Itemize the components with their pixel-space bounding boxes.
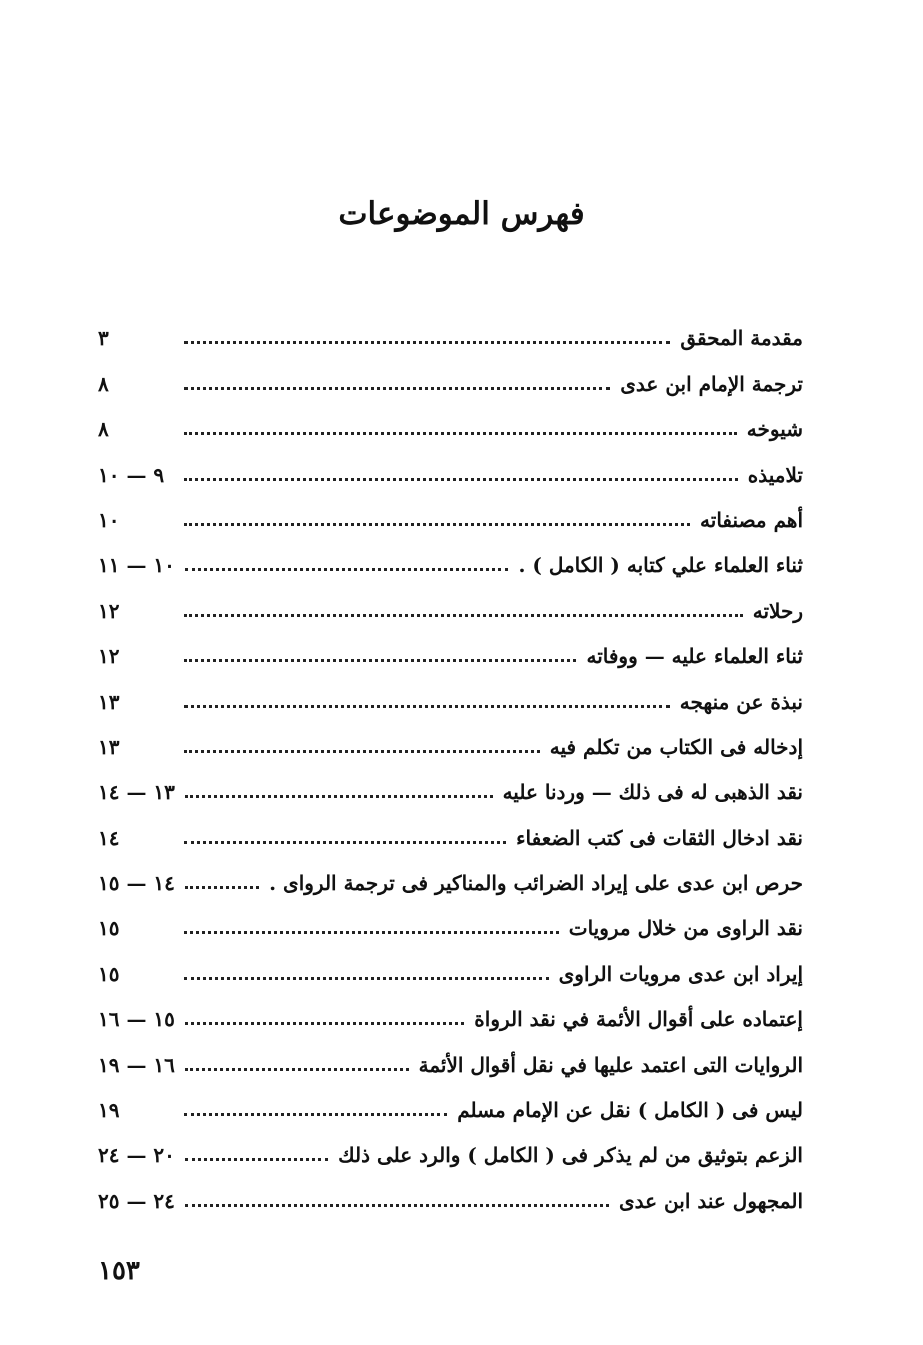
toc-entry	[98, 305, 803, 350]
toc-entry-page: ١٩	[98, 1098, 120, 1123]
toc-entry-page: ١٣	[98, 689, 120, 714]
toc-entry	[98, 850, 803, 895]
toc-entry-title: ليس فى ( الكامل ) نقل عن الإمام مسلم	[457, 1098, 803, 1123]
toc-entry	[98, 487, 803, 532]
toc-entry-title: ثناء العلماء عليه — ووفاته	[586, 644, 803, 669]
toc-entry-page: ١٣ — ١٤	[98, 780, 175, 805]
dot-leader	[184, 977, 549, 980]
toc-entry-page: ١٦ — ١٩	[98, 1052, 175, 1077]
toc-entry	[98, 895, 803, 940]
toc-entry	[98, 668, 803, 713]
toc-entry-page: ١٤	[98, 825, 120, 850]
toc-entry-page: ١٥	[98, 961, 120, 986]
page-title: فهرس الموضوعات	[338, 196, 585, 232]
dot-leader	[185, 886, 259, 889]
page-number: ١٥٣	[98, 1256, 140, 1286]
toc-entry	[98, 1077, 803, 1122]
toc-entry	[98, 940, 803, 985]
toc-entry	[98, 623, 803, 668]
toc-entry-page: ١٠ — ١١	[98, 553, 175, 578]
toc-entry-title: المجهول عند ابن عدى	[619, 1188, 803, 1213]
dot-leader	[185, 795, 493, 798]
toc-entry-title: أهم مصنفاته	[700, 507, 803, 532]
toc-entry-page: ٢٤ — ٢٥	[98, 1188, 175, 1213]
toc-entry-title: إيراد ابن عدى مرويات الراوى	[558, 961, 803, 986]
dot-leader	[185, 1068, 409, 1071]
toc-entry-page: ١٢	[98, 598, 120, 623]
toc-entry	[98, 441, 803, 486]
toc-entry-title: نقد الذهبى له فى ذلك — وردنا عليه	[502, 780, 803, 805]
toc-entry-title: ثناء العلماء علي كتابه ( الكامل ) .	[518, 553, 803, 578]
dot-leader	[185, 1204, 609, 1207]
dot-leader	[184, 478, 738, 481]
toc-entry-page: ٨	[98, 417, 109, 442]
dot-leader	[184, 841, 506, 844]
toc-entry	[98, 1122, 803, 1167]
toc-entry-page: ٢٠ — ٢٤	[98, 1143, 175, 1168]
toc-entry	[98, 714, 803, 759]
toc-entry	[98, 396, 803, 441]
dot-leader	[185, 1022, 464, 1025]
dot-leader	[185, 1158, 328, 1161]
dot-leader	[184, 387, 610, 390]
toc-entry-page: ٩ — ١٠	[98, 462, 165, 487]
toc-entry-title: ترجمة الإمام ابن عدى	[620, 371, 803, 396]
toc-entry-page: ١٤ — ١٥	[98, 871, 175, 896]
toc-entry	[98, 577, 803, 622]
toc-entry-page: ١٥	[98, 916, 120, 941]
toc-entry-title: حرص ابن عدى على إيراد الضرائب والمناكير فى ترجمة الرواى .	[269, 871, 803, 896]
toc-entry-title: نبذة عن منهجه	[679, 689, 803, 714]
dot-leader	[184, 750, 540, 753]
toc-entry	[98, 759, 803, 804]
table-of-contents	[98, 305, 803, 1213]
toc-entry-page: ٨	[98, 371, 109, 396]
toc-entry-title: رحلاته	[752, 598, 803, 623]
toc-entry-title: نقد ادخال الثقات فى كتب الضعفاء	[516, 825, 803, 850]
toc-entry-title: الزعم بتوثيق من لم يذكر فى ( الكامل ) والرد على ذلك	[338, 1143, 803, 1168]
dot-leader	[184, 614, 743, 617]
dot-leader	[184, 659, 576, 662]
toc-entry-page: ١٥ — ١٦	[98, 1007, 175, 1032]
toc-entry-page: ٣	[98, 326, 109, 351]
toc-entry	[98, 1167, 803, 1212]
toc-entry	[98, 350, 803, 395]
dot-leader	[184, 705, 670, 708]
toc-entry-title: إدخاله فى الكتاب من تكلم فيه	[549, 734, 803, 759]
toc-entry-page: ١٠	[98, 507, 120, 532]
toc-entry-title: نقد الراوى من خلال مرويات	[568, 916, 803, 941]
dot-leader	[185, 568, 509, 571]
toc-entry	[98, 804, 803, 849]
dot-leader	[184, 341, 670, 344]
toc-entry-title: شيوخه	[746, 417, 803, 442]
toc-entry-title: مقدمة المحقق	[680, 326, 803, 351]
dot-leader	[184, 931, 559, 934]
toc-entry-page: ١٢	[98, 644, 120, 669]
toc-entry-page: ١٣	[98, 734, 120, 759]
dot-leader	[184, 432, 737, 435]
toc-entry	[98, 1031, 803, 1076]
toc-entry-title: الروايات التى اعتمد عليها في نقل أقوال الأئمة	[418, 1052, 803, 1077]
dot-leader	[184, 1113, 447, 1116]
dot-leader	[184, 523, 690, 526]
toc-entry	[98, 986, 803, 1031]
toc-entry-title: تلاميذه	[747, 462, 803, 487]
toc-entry-title: إعتماده على أقوال الأئمة في نقد الرواة	[474, 1007, 803, 1032]
toc-entry	[98, 532, 803, 577]
